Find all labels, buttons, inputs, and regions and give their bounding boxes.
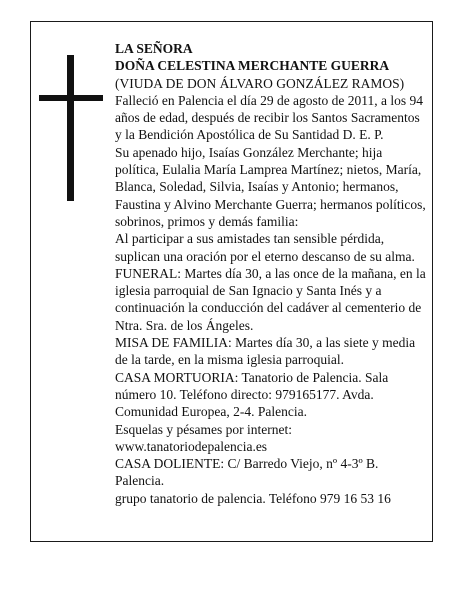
cross-vertical-bar	[67, 55, 74, 201]
widow-of: (VIUDA DE DON ÁLVARO GONZÁLEZ RAMOS)	[115, 75, 405, 91]
cross-icon	[39, 55, 103, 201]
condolences-paragraph: Esquelas y pésames por internet: www.tanatoriodepalencia.es	[115, 421, 292, 454]
footer-paragraph: grupo tanatorio de palencia. Teléfono 979 16 53 16	[115, 490, 391, 506]
heading-title: LA SEÑORA	[115, 41, 193, 56]
funeral-paragraph: FUNERAL: Martes día 30, a las once de la mañana, en la iglesia parroquial de San Ignacio y Santa Inés y a continuación la conducción del cadáver al cementerio de Ntra. Sra. de los Ángeles.	[115, 265, 426, 333]
deceased-name: DOÑA CELESTINA MERCHANTE GUERRA	[115, 58, 390, 74]
family-home-paragraph: CASA DOLIENTE: C/ Barredo Viejo, nº 4-3º B. Palencia.	[115, 456, 379, 489]
family-paragraph: Su apenado hijo, Isaías González Merchante; hija política, Eulalia María Lamprea Martínez; nietos, María, Blanca, Soledad, Silvia, Isaías y Antonio; hermanos, Faustina y Alvino Merchante Guerra; hermanos políticos, sobrinos, primos y demás familia:	[115, 144, 426, 229]
death-paragraph: Falleció en Palencia el día 29 de agosto de 2011, a los 94 años de edad, después de recibir los Santos Sacramentos y la Bendición Apostólica de Su Santidad D. E. P.	[115, 92, 424, 143]
cross-horizontal-bar	[39, 95, 103, 101]
notice-text	[115, 40, 427, 507]
family-mass-paragraph: MISA DE FAMILIA: Martes día 30, a las siete y media de la tarde, en la misma iglesia parroquial.	[115, 335, 416, 368]
request-paragraph: Al participar a sus amistades tan sensible pérdida, suplican una oración por el eterno descanso de su alma.	[115, 231, 415, 264]
obituary-notice	[30, 21, 433, 542]
funeral-home-paragraph: CASA MORTUORIA: Tanatorio de Palencia. Sala número 10. Teléfono directo: 979165177. Avda. Comunidad Europea, 2-4. Palencia.	[115, 369, 389, 420]
